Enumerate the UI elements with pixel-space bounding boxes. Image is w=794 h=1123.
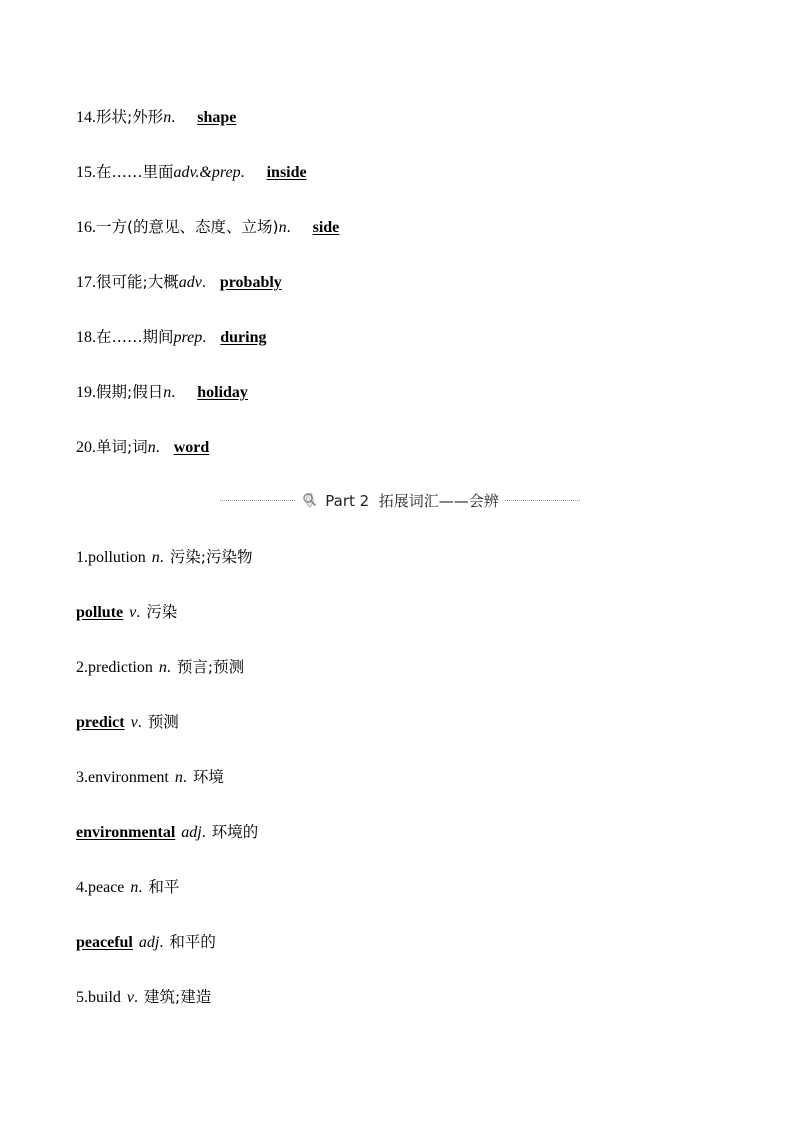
- part-of-speech: adj: [181, 824, 202, 841]
- magnifier-leaf-icon: [301, 491, 319, 509]
- dotted-divider-right: [505, 500, 580, 501]
- extend-item-4-derived: [76, 931, 216, 954]
- answer-word: inside: [266, 164, 307, 181]
- item-number: 15.: [76, 164, 96, 181]
- pos-dot: .: [166, 659, 171, 676]
- chinese-meaning: 建筑;建造: [144, 988, 212, 1006]
- item-number: 5.: [76, 989, 88, 1006]
- answer-word: probably: [219, 274, 282, 291]
- chinese-meaning: 预言;预测: [176, 658, 245, 676]
- vocab-item-17: [76, 271, 282, 294]
- headword: pollution: [88, 549, 146, 566]
- answer-word: environmental: [76, 824, 176, 841]
- item-number: 3.: [76, 769, 88, 786]
- extend-item-3-derived: [76, 821, 258, 844]
- item-number: 19.: [76, 384, 96, 401]
- pos-dot: .: [182, 769, 187, 786]
- section-header-part2: [220, 488, 580, 512]
- part-of-speech: adj: [138, 934, 160, 951]
- extend-item-2: [76, 656, 244, 679]
- part-of-speech: v: [129, 604, 137, 621]
- pos-dot: .: [155, 439, 160, 456]
- item-number: 14.: [76, 109, 96, 126]
- part-of-speech: prep: [173, 329, 203, 346]
- item-number: 17.: [76, 274, 96, 291]
- headword: prediction: [88, 659, 153, 676]
- section-title-text: Part 2 拓展词汇——会辨: [325, 491, 499, 510]
- chinese-meaning: 单词;词: [96, 438, 148, 456]
- pos-dot: .: [201, 274, 206, 291]
- item-number: 16.: [76, 219, 96, 236]
- extend-item-4: [76, 876, 179, 899]
- extend-item-5: [76, 986, 211, 1009]
- pos-dot: .: [134, 989, 138, 1006]
- pos-dot: .: [159, 549, 164, 566]
- part-of-speech: n: [147, 439, 156, 456]
- part-of-speech: n: [130, 879, 139, 896]
- item-number: 1.: [76, 549, 88, 566]
- part-of-speech: adv: [178, 274, 202, 291]
- chinese-meaning: 环境: [192, 768, 224, 786]
- vocab-item-19: [76, 381, 248, 404]
- chinese-meaning: 污染: [146, 603, 178, 621]
- pos-dot: .: [286, 219, 291, 236]
- section-title: [295, 490, 504, 511]
- chinese-meaning: 假期;假日: [96, 383, 164, 401]
- extend-item-1: [76, 546, 253, 569]
- part-of-speech: adv.&prep: [173, 164, 241, 181]
- vocab-item-15: [76, 161, 307, 184]
- item-number: 2.: [76, 659, 88, 676]
- headword: peace: [88, 879, 125, 896]
- extend-item-3: [76, 766, 224, 789]
- answer-word: during: [220, 329, 267, 346]
- pos-dot: .: [240, 164, 245, 181]
- pos-dot: .: [171, 384, 176, 401]
- chinese-meaning: 环境的: [211, 823, 259, 841]
- chinese-meaning: 在……期间: [96, 328, 174, 346]
- pos-dot: .: [138, 879, 143, 896]
- item-number: 18.: [76, 329, 96, 346]
- answer-word: peaceful: [76, 934, 133, 951]
- pos-dot: .: [159, 934, 164, 951]
- part-of-speech: n: [174, 769, 183, 786]
- chinese-meaning: 预测: [147, 713, 179, 731]
- chinese-meaning: 一方(的意见、态度、立场): [96, 218, 279, 236]
- headword: environment: [88, 769, 169, 786]
- part-of-speech: n: [163, 109, 172, 126]
- headword: build: [88, 989, 121, 1006]
- part-of-speech: n: [278, 219, 287, 236]
- chinese-meaning: 污染;污染物: [169, 548, 253, 566]
- part-of-speech: n: [163, 384, 172, 401]
- pos-dot: .: [171, 109, 176, 126]
- answer-word: predict: [76, 714, 125, 731]
- extend-item-1-derived: [76, 601, 177, 624]
- vocab-item-18: [76, 326, 267, 349]
- vocab-item-14: [76, 106, 236, 129]
- chinese-meaning: 在……里面: [96, 163, 174, 181]
- chinese-meaning: 很可能;大概: [96, 273, 179, 291]
- part-of-speech: v: [126, 989, 134, 1006]
- pos-dot: .: [137, 714, 142, 731]
- vocab-item-20: [76, 436, 209, 459]
- part-of-speech: v: [130, 714, 138, 731]
- dotted-divider-left: [220, 500, 295, 501]
- answer-word: pollute: [76, 604, 124, 621]
- item-number: 20.: [76, 439, 96, 456]
- answer-word: shape: [197, 109, 237, 126]
- answer-word: holiday: [197, 384, 248, 401]
- chinese-meaning: 和平的: [169, 933, 216, 951]
- pos-dot: .: [201, 824, 206, 841]
- chinese-meaning: 和平: [148, 878, 180, 896]
- chinese-meaning: 形状;外形: [96, 108, 164, 126]
- part-of-speech: n: [158, 659, 167, 676]
- item-number: 4.: [76, 879, 88, 896]
- answer-word: word: [173, 439, 210, 456]
- pos-dot: .: [136, 604, 141, 621]
- answer-word: side: [312, 219, 340, 236]
- part-of-speech: n: [151, 549, 160, 566]
- extend-item-2-derived: [76, 711, 179, 734]
- pos-dot: .: [202, 329, 207, 346]
- vocab-item-16: [76, 216, 339, 239]
